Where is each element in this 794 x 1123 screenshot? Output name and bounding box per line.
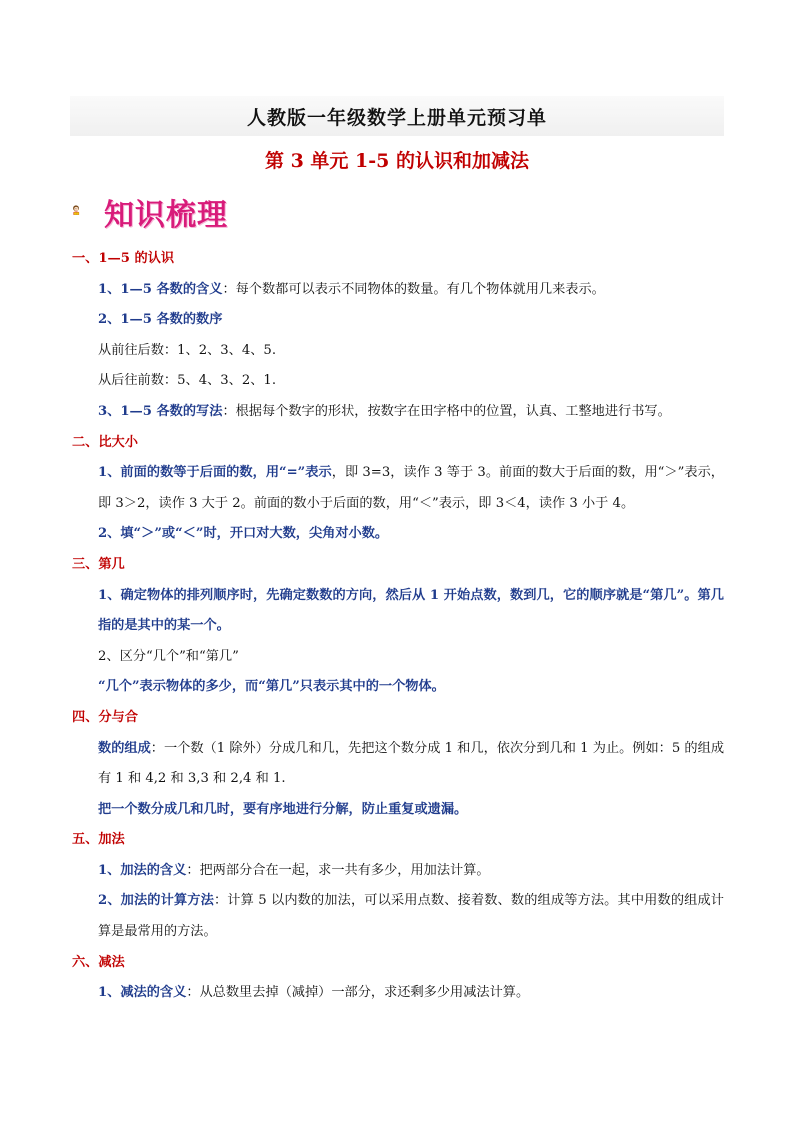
unit-subtitle: 第 3 单元 1-5 的认识和加减法 <box>264 150 529 172</box>
s3-item1: 1、确定物体的排列顺序时，先确定数数的方向，然后从 1 开始点数，数到几，它的顺序就是“第几”。第几指的是其中的某一个。 <box>98 587 724 634</box>
s2-item1-text: ，即 3=3，读作 3 等于 3。前面的数大于后面的数，用“＞”表示，即 3＞2，读作 3 大于 2。前面的数小于后面的数，用“＜”表示，即 3＜4，读作 3 小于 4。 <box>98 465 724 511</box>
section-heading-6: 六、减法 <box>72 954 125 970</box>
s1-item2-label: 2、1—5 各数的数序 <box>98 312 223 328</box>
content-body <box>72 244 724 1009</box>
s1-item1-label: 1、1—5 各数的含义 <box>98 281 223 297</box>
s6-item1-label: 1、减法的含义 <box>98 985 187 1001</box>
s5-item2-text: ：计算 5 以内数的加法，可以采用点数、接着数、数的组成等方法。其中用数的组成计算是最常用的方法。 <box>98 893 724 940</box>
s2-item1 <box>72 458 724 519</box>
s5-item2 <box>72 886 724 947</box>
knowledge-banner-title: 知识梳理 <box>104 198 228 233</box>
s1-item3 <box>72 397 724 428</box>
s1-item3-text: ：根据每个数字的形状，按数字在田字格中的位置，认真、工整地进行书写。 <box>222 403 671 419</box>
s3-item2: 2、区分“几个”和“第几” <box>98 648 239 664</box>
s2-item1-label: 1、前面的数等于后面的数，用“=”表示 <box>98 465 332 481</box>
s4-item1-label: 数的组成 <box>98 740 151 756</box>
s5-item1-label: 1、加法的含义 <box>98 862 187 878</box>
s1-item3-label: 3、1—5 各数的写法 <box>98 403 223 419</box>
s5-item2-label: 2、加法的计算方法 <box>98 893 214 909</box>
s1-item1 <box>72 275 724 306</box>
section-heading-2: 二、比大小 <box>72 434 138 450</box>
s6-item1 <box>72 978 724 1009</box>
section-heading-5: 五、加法 <box>72 832 125 848</box>
s4-item1-text: ：一个数（1 除外）分成几和几，先把这个数分成 1 和几，依次分到几和 1 为止。例如：5 的组成有 1 和 4,2 和 3,3 和 2,4 和 1. <box>98 740 725 787</box>
s4-item2: 把一个数分成几和几时，要有序地进行分解，防止重复或遗漏。 <box>98 801 468 817</box>
section-heading-1: 一、1—5 的认识 <box>72 251 175 266</box>
s3-item2-text: “几个”表示物体的多少，而“第几”只表示其中的一个物体。 <box>98 679 445 695</box>
s1-order-forward: 从前往后数：1、2、3、4、5. <box>98 342 277 358</box>
s5-item1-text: ：把两部分合在一起，求一共有多少，用加法计算。 <box>186 862 490 878</box>
section-heading-3: 三、第几 <box>72 556 125 572</box>
s4-item1 <box>72 734 724 795</box>
s6-item1-text: ：从总数里去掉（减掉）一部分，求还剩多少用减法计算。 <box>186 985 530 1001</box>
s1-order-backward: 从后往前数：5、4、3、2、1. <box>98 373 277 389</box>
s2-item2: 2、填“＞”或“＜”时，开口对大数，尖角对小数。 <box>98 526 389 542</box>
page-title: 人教版一年级数学上册单元预习单 <box>246 107 547 129</box>
s1-item1-text: ：每个数都可以表示不同物体的数量。有几个物体就用几来表示。 <box>222 281 605 297</box>
s5-item1 <box>72 856 724 887</box>
section-heading-4: 四、分与合 <box>72 709 138 725</box>
